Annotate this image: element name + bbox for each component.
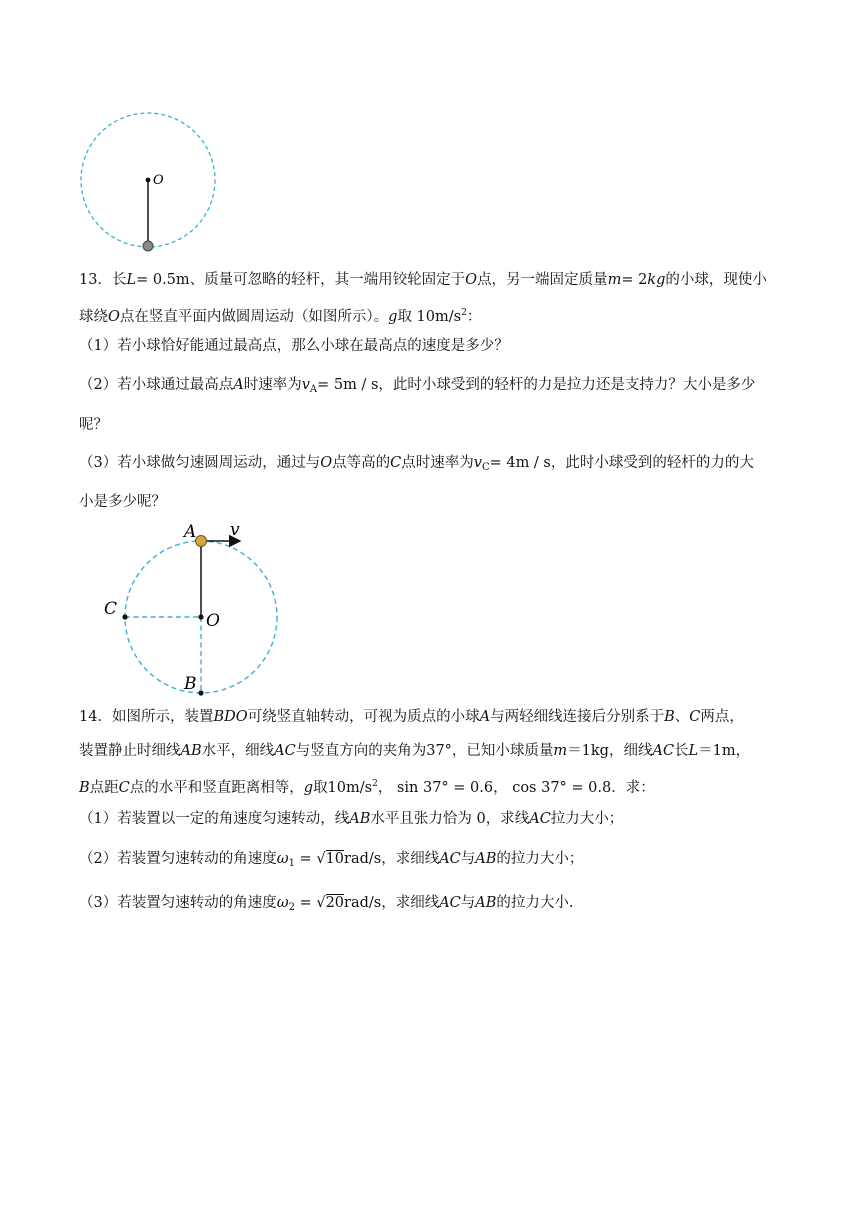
point-O xyxy=(198,614,203,619)
label-C: C xyxy=(104,599,118,619)
figure-circle-ABCO xyxy=(100,515,290,700)
q14-sub-3: （3）若装置匀速转动的角速度$\omega_2 = √20rad/s$，求细线AC与AB的拉力大小. xyxy=(79,895,574,913)
label-O: O xyxy=(206,611,220,631)
q13-sub-3: （3）若小球做匀速圆周运动，通过与O点等高的C点时速率为$v_C= 4m / s$，此时小球受到的轻杆的力的大 xyxy=(79,455,754,473)
q14-line-3: B点距C点的水平和竖直距离相等，g取$10m/s^2$， sin 37° = 0.6， cos 37° = 0.8．求： xyxy=(79,779,655,796)
point-C xyxy=(122,614,127,619)
label-v: v xyxy=(230,520,240,540)
q14-line-2: 装置静止时细线AB水平，细线AC与竖直方向的夹角为37°，已知小球质量m＝1kg，细线AC长L＝1m， xyxy=(79,743,751,759)
label-O: O xyxy=(153,173,164,188)
q13-sub-2: （2）若小球通过最高点A时速率为$v_A= 5m / s$，此时小球受到的轻杆的力是拉力还是支持力？大小是多少 xyxy=(79,377,756,395)
q13-line-1: 13．长L= 0.5m、质量可忽略的轻杆，其一端用铰轮固定于O点，另一端固定质量m= 2kg的小球，现使小 xyxy=(79,272,767,288)
point-B xyxy=(198,690,203,695)
q13-sub-1: （1）若小球恰好能通过最高点，那么小球在最高点的速度是多少？ xyxy=(79,338,509,354)
label-A: A xyxy=(184,522,197,542)
figure-rod-circle xyxy=(76,110,222,256)
ball-A xyxy=(196,536,207,547)
q14-line-1: 14．如图所示，装置BDO可绕竖直轴转动，可视为质点的小球A与两轻细线连接后分别系于B、C两点， xyxy=(79,709,744,725)
q13-line-2: 球绕O点在竖直平面内做圆周运动（如图所示）。g取 $10m/s^2$： xyxy=(79,308,482,325)
pivot-point xyxy=(146,178,151,183)
ball xyxy=(143,241,153,251)
q13-sub-3-cont: 小是多少呢？ xyxy=(79,494,166,510)
label-B: B xyxy=(184,674,197,694)
q14-sub-1: （1）若装置以一定的角速度匀速转动，线AB水平且张力恰为 0，求线AC拉力大小； xyxy=(79,811,624,827)
q13-sub-2-cont: 呢？ xyxy=(79,417,108,433)
q14-sub-2: （2）若装置匀速转动的角速度$\omega_1 = √10rad/s$，求细线AC与AB的拉力大小； xyxy=(79,851,584,869)
